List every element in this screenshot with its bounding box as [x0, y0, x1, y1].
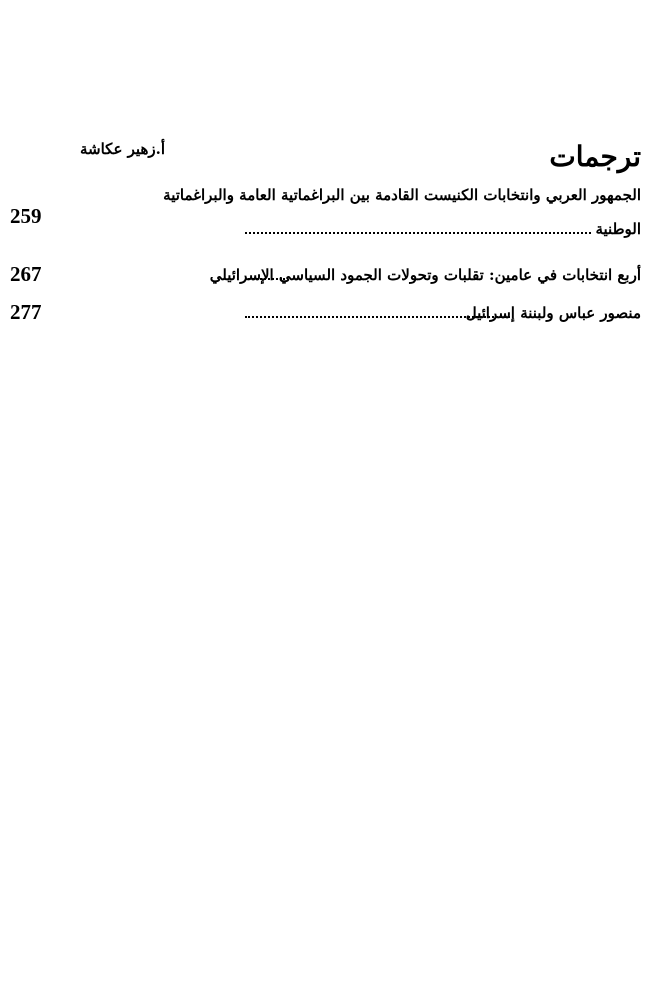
toc-page-number: 277: [10, 300, 42, 324]
toc-entry-title: الجمهور العربي وانتخابات الكنيست القادمة بين البراغماتية العامة والبراغماتية: [163, 186, 641, 204]
toc-entry-title-continued: الوطنية: [595, 220, 641, 238]
toc-entry[interactable]: [0, 262, 663, 288]
dot-leader: [245, 232, 591, 234]
toc-page-number: 259: [10, 204, 42, 228]
dot-leader: [245, 316, 510, 318]
dot-leader: [245, 278, 285, 280]
toc-page-number: 267: [10, 262, 42, 286]
toc-entry[interactable]: [0, 300, 663, 326]
toc-entry-title: أربع انتخابات في عامين: تقلبات وتحولات الجمود السياسي الإسرائيلي: [209, 266, 641, 284]
author-name: أ.زهير عكاشة: [80, 140, 165, 158]
section-title: ترجمات: [549, 140, 641, 173]
toc-entry-title: منصور عباس ولبننة إسرائيل: [465, 304, 641, 322]
toc-entry[interactable]: [0, 186, 663, 242]
